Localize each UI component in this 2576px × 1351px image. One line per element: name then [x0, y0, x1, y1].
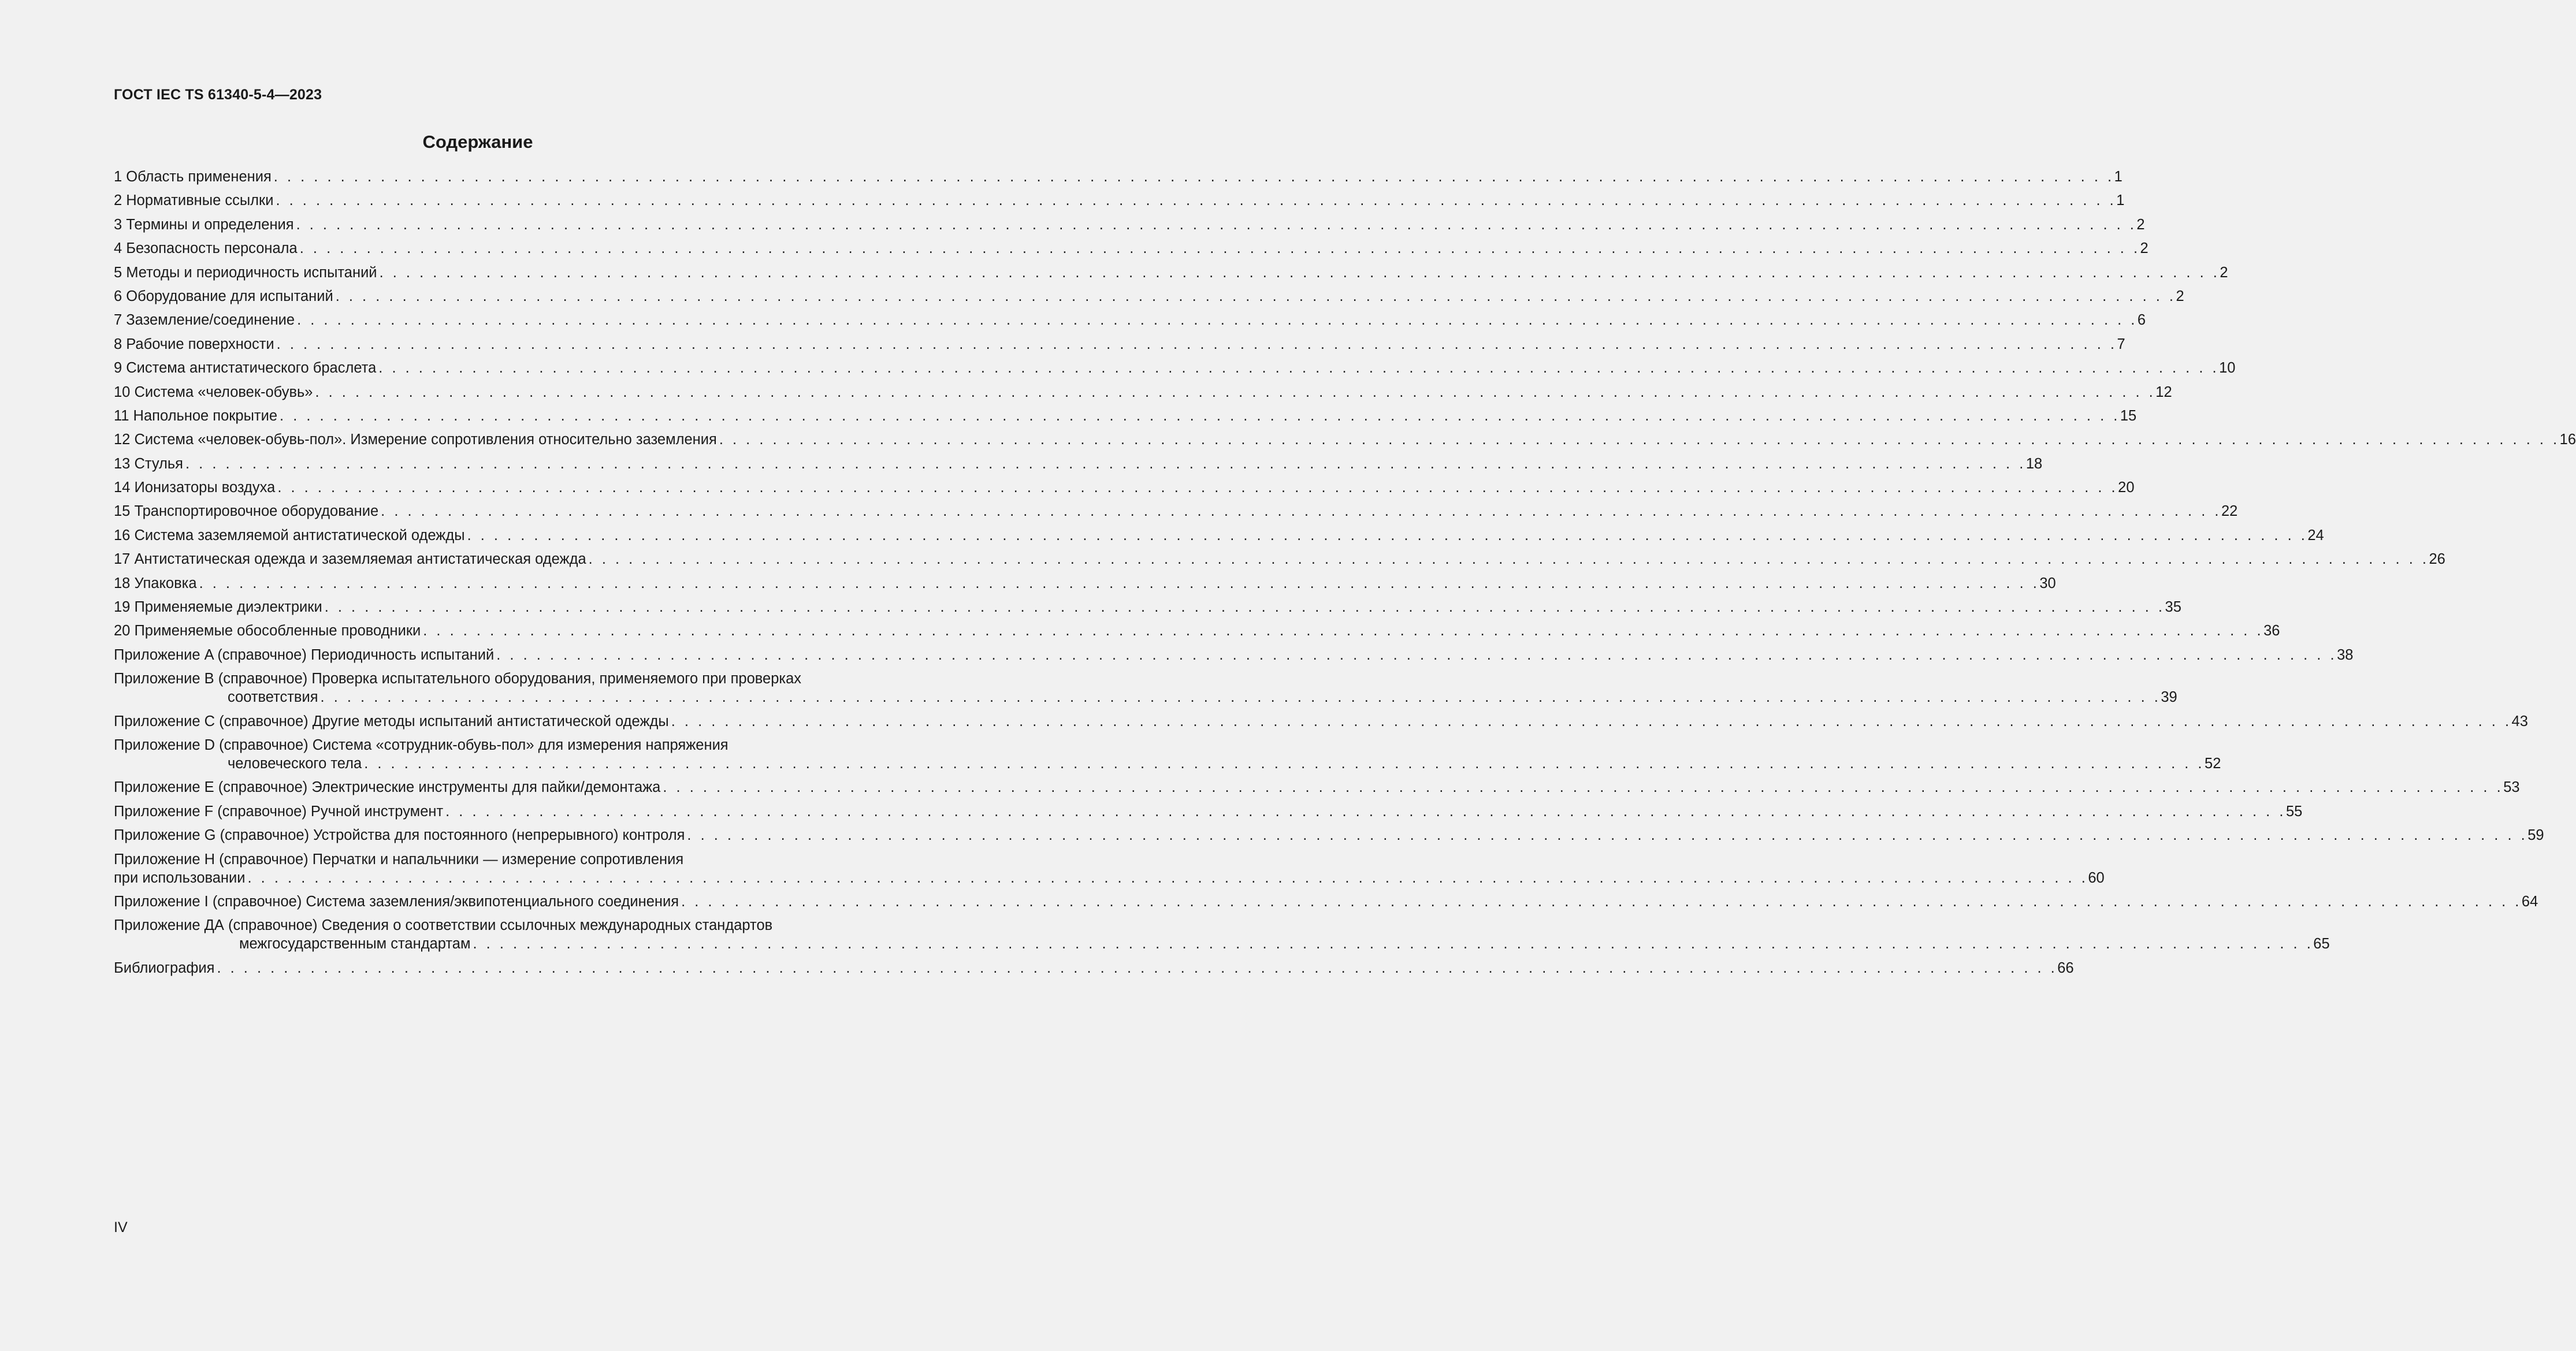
toc-entry-page: 65 [2313, 936, 2330, 952]
dot-leader: . . . . . . . . . . . . . . . . . . . . . . . . . . . . . . . . . . . . . . . . . . . . . . . . . . . . . . . . . . . . . . . . . . . . . . . . . . . . . . . . . . . . . . . . . . . . . . . . . . . . . . . . . . . . . . . . . . . . . . . . . . . . . . . . . . . . . . . . . . [473, 936, 2314, 952]
toc-entry[interactable] [114, 669, 2177, 706]
toc-entry-page: 30 [2039, 575, 2056, 591]
toc-entry-title: 19 Применяемые диэлектрики [114, 599, 322, 616]
toc-entry-page: 22 [2221, 503, 2238, 520]
dot-leader: . . . . . . . . . . . . . . . . . . . . . . . . . . . . . . . . . . . . . . . . . . . . . . . . . . . . . . . . . . . . . . . . . . . . . . . . . . . . . . . . . . . . . . . . . . . . . . . . . . . . . . . . . . . . . . . . . . . . . . . . . . . . . . . . . . . . . . . . . . [364, 755, 2205, 772]
toc-entry-page: 24 [2307, 527, 2324, 544]
toc-entry-page: 39 [2161, 689, 2177, 706]
dot-leader: . . . . . . . . . . . . . . . . . . . . . . . . . . . . . . . . . . . . . . . . . . . . . . . . . . . . . . . . . . . . . . . . . . . . . . . . . . . . . . . . . . . . . . . . . . . . . . . . . . . . . . . . . . . . . . . . . . . . . . . . . . . . . . . . . . . . . . . . . . [378, 360, 2220, 377]
toc-entry-page: 20 [2118, 479, 2135, 496]
toc-entry[interactable] [114, 598, 2181, 616]
toc-entry[interactable] [114, 359, 2236, 377]
toc-entry-title: Приложение F (справочное) Ручной инструмент [114, 803, 444, 820]
toc-entry-page: 2 [2176, 288, 2184, 304]
toc-entry-page: 55 [2285, 803, 2303, 820]
dot-leader: . . . . . . . . . . . . . . . . . . . . . . . . . . . . . . . . . . . . . . . . . . . . . . . . . . . . . . . . . . . . . . . . . . . . . . . . . . . . . . . . . . . . . . . . . . . . . . . . . . . . . . . . . . . . . . . . . . . . . . . . . . . . . . . . . . . . . . . . . . [280, 407, 2120, 424]
toc-entry-title: 9 Система антистатического браслета [114, 360, 377, 377]
toc-entry[interactable] [114, 892, 2538, 911]
toc-entry-title: при использовании [114, 869, 246, 886]
toc-entry-title: 11 Напольное покрытие [114, 407, 278, 424]
toc-entry-title: Приложение E (справочное) Электрические инструменты для пайки/демонтажа [114, 779, 661, 796]
toc-entry-page: 38 [2337, 646, 2354, 663]
toc-entry[interactable] [114, 478, 2135, 497]
toc-entry[interactable] [114, 191, 2125, 210]
toc-entry[interactable] [114, 263, 2228, 282]
toc-entry-page: 1 [2116, 192, 2125, 209]
toc-entry-title: человеческого тела [228, 755, 362, 772]
dot-leader: . . . . . . . . . . . . . . . . . . . . . . . . . . . . . . . . . . . . . . . . . . . . . . . . . . . . . . . . . . . . . . . . . . . . . . . . . . . . . . . . . . . . . . . . . . . . . . . . . . . . . . . . . . . . . . . . . . . . . . . . . . . . . . . . . . . . . . . . . . [299, 240, 2140, 257]
toc-entry-title: соответствия [228, 689, 318, 706]
toc-entry-page: 26 [2429, 551, 2445, 568]
toc-entry[interactable] [114, 239, 2148, 258]
toc-entry[interactable] [114, 455, 2043, 473]
dot-leader: . . . . . . . . . . . . . . . . . . . . . . . . . . . . . . . . . . . . . . . . . . . . . . . . . . . . . . . . . . . . . . . . . . . . . . . . . . . . . . . . . . . . . . . . . . . . . . . . . . . . . . . . . . . . . . . . . . . . . . . . . . . . . . . . . . . . . . . . . . [588, 551, 2429, 568]
toc-entry[interactable] [114, 383, 2172, 401]
toc-entry-title: 12 Система «человек-обувь-пол». Измерение сопротивления относительно заземления [114, 431, 717, 448]
dot-leader: . . . . . . . . . . . . . . . . . . . . . . . . . . . . . . . . . . . . . . . . . . . . . . . . . . . . . . . . . . . . . . . . . . . . . . . . . . . . . . . . . . . . . . . . . . . . . . . . . . . . . . . . . . . . . . . . . . . . . . . . . . . . . . . . . . . . . . . . . . [185, 455, 2026, 472]
toc-entry-title: 15 Транспортировочное оборудование [114, 503, 379, 520]
toc-entry-title: 3 Термины и определения [114, 216, 294, 233]
toc-entry-title: 14 Ионизаторы воздуха [114, 479, 276, 496]
dot-leader: . . . . . . . . . . . . . . . . . . . . . . . . . . . . . . . . . . . . . . . . . . . . . . . . . . . . . . . . . . . . . . . . . . . . . . . . . . . . . . . . . . . . . . . . . . . . . . . . . . . . . . . . . . . . . . . . . . . . . . . . . . . . . . . . . . . . . . . . . . [719, 431, 2560, 448]
toc-entry[interactable] [114, 826, 2544, 844]
toc-entry-heading: Приложение B (справочное) Проверка испытательного оборудования, применяемого при проверках [114, 671, 802, 687]
toc-entry-title: 18 Упаковка [114, 575, 197, 591]
toc-entry-page: 10 [2219, 360, 2236, 377]
dot-leader: . . . . . . . . . . . . . . . . . . . . . . . . . . . . . . . . . . . . . . . . . . . . . . . . . . . . . . . . . . . . . . . . . . . . . . . . . . . . . . . . . . . . . . . . . . . . . . . . . . . . . . . . . . . . . . . . . . . . . . . . . . . . . . . . . . . . . . . . . . [681, 893, 2522, 910]
dot-leader: . . . . . . . . . . . . . . . . . . . . . . . . . . . . . . . . . . . . . . . . . . . . . . . . . . . . . . . . . . . . . . . . . . . . . . . . . . . . . . . . . . . . . . . . . . . . . . . . . . . . . . . . . . . . . . . . . . . . . . . . . . . . . . . . . . . . . . . . . . [296, 216, 2137, 233]
toc-entry[interactable] [114, 335, 2125, 353]
toc-entry[interactable] [114, 778, 2520, 797]
toc-entry[interactable] [114, 850, 2105, 887]
toc-entry-page: 36 [2263, 623, 2280, 639]
toc-entry-page: 66 [2057, 959, 2074, 976]
toc-entry-title: 4 Безопасность персонала [114, 240, 298, 257]
toc-entry[interactable] [114, 287, 2184, 306]
dot-leader: . . . . . . . . . . . . . . . . . . . . . . . . . . . . . . . . . . . . . . . . . . . . . . . . . . . . . . . . . . . . . . . . . . . . . . . . . . . . . . . . . . . . . . . . . . . . . . . . . . . . . . . . . . . . . . . . . . . . . . . . . . . . . . . . . . . . . . . . . . [496, 646, 2337, 663]
toc-entry-page: 52 [2205, 755, 2221, 772]
toc-entry[interactable] [114, 526, 2324, 545]
toc-entry[interactable] [114, 215, 2145, 234]
toc-entry-page: 12 [2155, 384, 2172, 400]
toc-entry-title: 5 Методы и периодичность испытаний [114, 264, 377, 281]
toc-entry[interactable] [114, 959, 2074, 977]
toc-entry-page: 64 [2521, 893, 2538, 910]
dot-leader: . . . . . . . . . . . . . . . . . . . . . . . . . . . . . . . . . . . . . . . . . . . . . . . . . . . . . . . . . . . . . . . . . . . . . . . . . . . . . . . . . . . . . . . . . . . . . . . . . . . . . . . . . . . . . . . . . . . . . . . . . . . . . . . . . . . . . . . . . . [379, 264, 2220, 281]
document-code: ГОСТ IEC TS 61340-5-4—2023 [114, 87, 322, 103]
toc-entry-title: 8 Рабочие поверхности [114, 336, 274, 352]
dot-leader: . . . . . . . . . . . . . . . . . . . . . . . . . . . . . . . . . . . . . . . . . . . . . . . . . . . . . . . . . . . . . . . . . . . . . . . . . . . . . . . . . . . . . . . . . . . . . . . . . . . . . . . . . . . . . . . . . . . . . . . . . . . . . . . . . . . . . . . . . . [276, 192, 2117, 209]
toc-entry-heading: Приложение H (справочное) Перчатки и напальчники — измерение сопротивления [114, 851, 684, 868]
toc-entry-page: 7 [2117, 336, 2125, 352]
toc-entry[interactable] [114, 430, 2576, 449]
toc-entry[interactable] [114, 736, 2221, 773]
toc-entry-page: 43 [2511, 713, 2528, 730]
toc-entry-page: 35 [2165, 599, 2181, 616]
dot-leader: . . . . . . . . . . . . . . . . . . . . . . . . . . . . . . . . . . . . . . . . . . . . . . . . . . . . . . . . . . . . . . . . . . . . . . . . . . . . . . . . . . . . . . . . . . . . . . . . . . . . . . . . . . . . . . . . . . . . . . . . . . . . . . . . . . . . . . . . . . [381, 503, 2221, 520]
toc-entry-page: 2 [2140, 240, 2148, 257]
toc-entry-page: 6 [2137, 312, 2146, 329]
dot-leader: . . . . . . . . . . . . . . . . . . . . . . . . . . . . . . . . . . . . . . . . . . . . . . . . . . . . . . . . . . . . . . . . . . . . . . . . . . . . . . . . . . . . . . . . . . . . . . . . . . . . . . . . . . . . . . . . . . . . . . . . . . . . . . . . . . . . . . . . . . [276, 336, 2117, 352]
dot-leader: . . . . . . . . . . . . . . . . . . . . . . . . . . . . . . . . . . . . . . . . . . . . . . . . . . . . . . . . . . . . . . . . . . . . . . . . . . . . . . . . . . . . . . . . . . . . . . . . . . . . . . . . . . . . . . . . . . . . . . . . . . . . . . . . . . . . . . . . . . [324, 599, 2165, 616]
toc-entry-title: Приложение I (справочное) Система заземления/эквипотенциального соединения [114, 893, 679, 910]
toc-entry-title: межгосударственным стандартам [239, 936, 471, 952]
dot-leader: . . . . . . . . . . . . . . . . . . . . . . . . . . . . . . . . . . . . . . . . . . . . . . . . . . . . . . . . . . . . . . . . . . . . . . . . . . . . . . . . . . . . . . . . . . . . . . . . . . . . . . . . . . . . . . . . . . . . . . . . . . . . . . . . . . . . . . . . . . [671, 713, 2512, 730]
toc-entry-page: 15 [2120, 407, 2137, 424]
toc-entry[interactable] [114, 916, 2330, 953]
toc-entry-page: 2 [2220, 264, 2228, 281]
toc-entry[interactable] [114, 574, 2056, 593]
toc-entry-page: 59 [2527, 827, 2544, 844]
dot-leader: . . . . . . . . . . . . . . . . . . . . . . . . . . . . . . . . . . . . . . . . . . . . . . . . . . . . . . . . . . . . . . . . . . . . . . . . . . . . . . . . . . . . . . . . . . . . . . . . . . . . . . . . . . . . . . . . . . . . . . . . . . . . . . . . . . . . . . . . . . [297, 312, 2138, 329]
page-number: IV [114, 1219, 128, 1235]
toc-entry[interactable] [114, 311, 2146, 329]
toc-entry[interactable] [114, 550, 2445, 568]
dot-leader: . . . . . . . . . . . . . . . . . . . . . . . . . . . . . . . . . . . . . . . . . . . . . . . . . . . . . . . . . . . . . . . . . . . . . . . . . . . . . . . . . . . . . . . . . . . . . . . . . . . . . . . . . . . . . . . . . . . . . . . . . . . . . . . . . . . . . . . . . . [467, 527, 2308, 544]
toc-title: Содержание [422, 132, 533, 152]
toc-entry-title: Приложение A (справочное) Периодичность испытаний [114, 646, 495, 663]
dot-leader: . . . . . . . . . . . . . . . . . . . . . . . . . . . . . . . . . . . . . . . . . . . . . . . . . . . . . . . . . . . . . . . . . . . . . . . . . . . . . . . . . . . . . . . . . . . . . . . . . . . . . . . . . . . . . . . . . . . . . . . . . . . . . . . . . . . . . . . . . . [320, 689, 2161, 706]
dot-leader: . . . . . . . . . . . . . . . . . . . . . . . . . . . . . . . . . . . . . . . . . . . . . . . . . . . . . . . . . . . . . . . . . . . . . . . . . . . . . . . . . . . . . . . . . . . . . . . . . . . . . . . . . . . . . . . . . . . . . . . . . . . . . . . . . . . . . . . . . . [423, 623, 2264, 639]
toc-entry[interactable] [114, 646, 2354, 664]
toc-entry-heading: Приложение ДА (справочное) Сведения о соответствии ссылочных международных стандартов [114, 917, 773, 934]
dot-leader: . . . . . . . . . . . . . . . . . . . . . . . . . . . . . . . . . . . . . . . . . . . . . . . . . . . . . . . . . . . . . . . . . . . . . . . . . . . . . . . . . . . . . . . . . . . . . . . . . . . . . . . . . . . . . . . . . . . . . . . . . . . . . . . . . . . . . . . . . . [663, 779, 2504, 796]
dot-leader: . . . . . . . . . . . . . . . . . . . . . . . . . . . . . . . . . . . . . . . . . . . . . . . . . . . . . . . . . . . . . . . . . . . . . . . . . . . . . . . . . . . . . . . . . . . . . . . . . . . . . . . . . . . . . . . . . . . . . . . . . . . . . . . . . . . . . . . . . . [247, 869, 2088, 886]
dot-leader: . . . . . . . . . . . . . . . . . . . . . . . . . . . . . . . . . . . . . . . . . . . . . . . . . . . . . . . . . . . . . . . . . . . . . . . . . . . . . . . . . . . . . . . . . . . . . . . . . . . . . . . . . . . . . . . . . . . . . . . . . . . . . . . . . . . . . . . . . . [445, 803, 2286, 820]
toc-entry-page: 53 [2503, 779, 2520, 796]
toc-entry-title: 6 Оборудование для испытаний [114, 288, 333, 304]
toc-entry-page: 18 [2025, 455, 2043, 472]
toc-entry-page: 2 [2136, 216, 2145, 233]
dot-leader: . . . . . . . . . . . . . . . . . . . . . . . . . . . . . . . . . . . . . . . . . . . . . . . . . . . . . . . . . . . . . . . . . . . . . . . . . . . . . . . . . . . . . . . . . . . . . . . . . . . . . . . . . . . . . . . . . . . . . . . . . . . . . . . . . . . . . . . . . . [335, 288, 2176, 304]
toc-entry[interactable] [114, 168, 2122, 186]
dot-leader: . . . . . . . . . . . . . . . . . . . . . . . . . . . . . . . . . . . . . . . . . . . . . . . . . . . . . . . . . . . . . . . . . . . . . . . . . . . . . . . . . . . . . . . . . . . . . . . . . . . . . . . . . . . . . . . . . . . . . . . . . . . . . . . . . . . . . . . . . . [315, 384, 2156, 400]
toc-entry-page: 16 [2559, 431, 2576, 448]
toc-entry[interactable] [114, 621, 2280, 640]
toc-entry-title: 1 Область применения [114, 169, 272, 185]
toc-entry-title: 10 Система «человек-обувь» [114, 384, 313, 400]
toc-entry-title: 7 Заземление/соединение [114, 312, 295, 329]
dot-leader: . . . . . . . . . . . . . . . . . . . . . . . . . . . . . . . . . . . . . . . . . . . . . . . . . . . . . . . . . . . . . . . . . . . . . . . . . . . . . . . . . . . . . . . . . . . . . . . . . . . . . . . . . . . . . . . . . . . . . . . . . . . . . . . . . . . . . . . . . . [199, 575, 2040, 591]
table-of-contents [114, 168, 2576, 982]
toc-entry[interactable] [114, 802, 2303, 821]
toc-entry[interactable] [114, 712, 2528, 731]
toc-entry-page: 1 [2114, 169, 2122, 185]
toc-entry[interactable] [114, 502, 2238, 520]
toc-entry-title: 2 Нормативные ссылки [114, 192, 274, 209]
toc-entry-heading: Приложение D (справочное) Система «сотрудник-обувь-пол» для измерения напряжения [114, 736, 728, 753]
toc-entry-title: Приложение C (справочное) Другие методы испытаний антистатической одежды [114, 713, 669, 730]
dot-leader: . . . . . . . . . . . . . . . . . . . . . . . . . . . . . . . . . . . . . . . . . . . . . . . . . . . . . . . . . . . . . . . . . . . . . . . . . . . . . . . . . . . . . . . . . . . . . . . . . . . . . . . . . . . . . . . . . . . . . . . . . . . . . . . . . . . . . . . . . . [687, 827, 2528, 844]
toc-entry-page: 60 [2088, 869, 2105, 886]
dot-leader: . . . . . . . . . . . . . . . . . . . . . . . . . . . . . . . . . . . . . . . . . . . . . . . . . . . . . . . . . . . . . . . . . . . . . . . . . . . . . . . . . . . . . . . . . . . . . . . . . . . . . . . . . . . . . . . . . . . . . . . . . . . . . . . . . . . . . . . . . . [277, 479, 2118, 496]
toc-entry-title: 17 Антистатическая одежда и заземляемая антистатическая одежда [114, 551, 586, 568]
toc-entry-title: Приложение G (справочное) Устройства для постоянного (непрерывного) контроля [114, 827, 685, 844]
dot-leader: . . . . . . . . . . . . . . . . . . . . . . . . . . . . . . . . . . . . . . . . . . . . . . . . . . . . . . . . . . . . . . . . . . . . . . . . . . . . . . . . . . . . . . . . . . . . . . . . . . . . . . . . . . . . . . . . . . . . . . . . . . . . . . . . . . . . . . . . . . [273, 169, 2114, 185]
toc-entry[interactable] [114, 407, 2137, 425]
toc-entry-title: Библиография [114, 959, 215, 976]
dot-leader: . . . . . . . . . . . . . . . . . . . . . . . . . . . . . . . . . . . . . . . . . . . . . . . . . . . . . . . . . . . . . . . . . . . . . . . . . . . . . . . . . . . . . . . . . . . . . . . . . . . . . . . . . . . . . . . . . . . . . . . . . . . . . . . . . . . . . . . . . . [217, 959, 2058, 976]
toc-entry-title: 13 Стулья [114, 455, 183, 472]
toc-entry-title: 20 Применяемые обособленные проводники [114, 623, 421, 639]
toc-entry-title: 16 Система заземляемой антистатической одежды [114, 527, 465, 544]
